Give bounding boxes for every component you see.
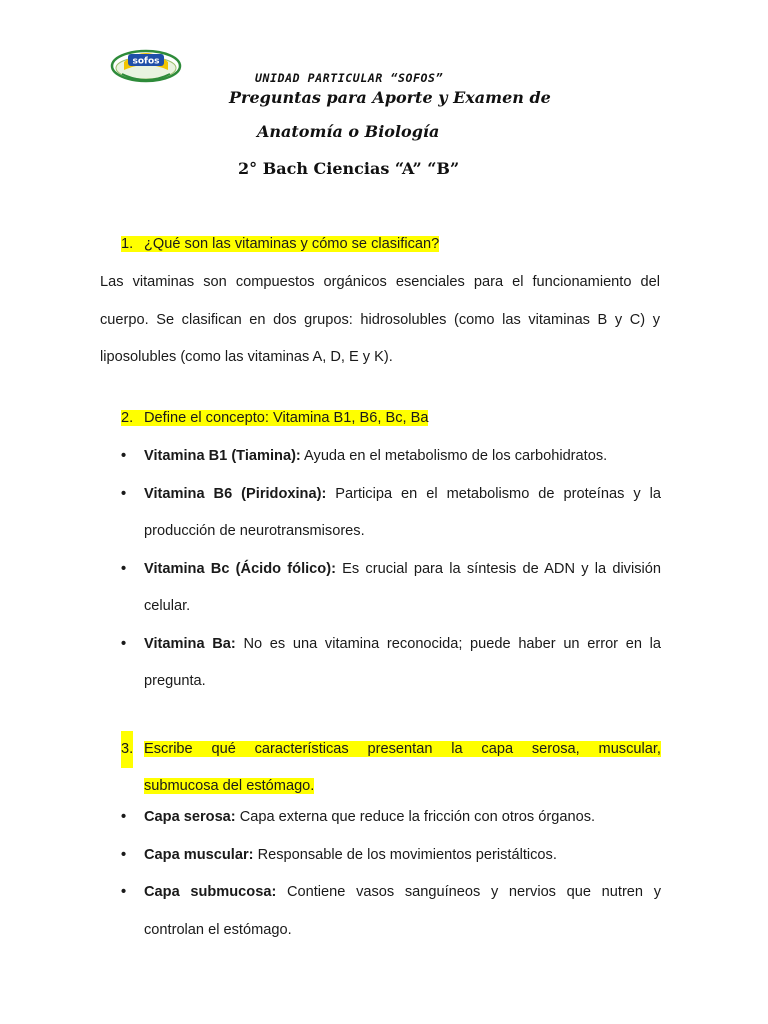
subject-title: Anatomía o Biología	[257, 122, 440, 141]
question-number: 2.	[121, 410, 134, 426]
course-title: 2° Bach Ciencias “A” “B”	[238, 159, 460, 178]
logo-text: sofos	[132, 56, 160, 67]
list-item	[121, 837, 661, 875]
list-item-desc: No es una vitamina reconocida; puede haber un error en la pregunta.	[144, 635, 661, 689]
list-item-desc: Responsable de los movimientos peristálticos.	[257, 846, 557, 863]
question-text-line-2: submucosa del estómago.	[144, 778, 315, 794]
bullet-icon: •	[121, 448, 127, 464]
list-item-desc: Ayuda en el metabolismo de los carbohidratos.	[304, 448, 608, 464]
answer-2-list	[121, 438, 661, 701]
answer-1: Las vitaminas son compuestos orgánicos esenciales para el funcionamiento del cuerpo. Se clasifican en dos grupos: hidrosolubles (como las vitaminas B y C) y liposolubles (como las vitaminas A, D, E y K).	[100, 274, 660, 365]
list-item-desc: Participa en el metabolismo de proteínas y la producción de neurotransmisores.	[144, 485, 661, 539]
list-item	[121, 551, 661, 626]
question-text: ¿Qué son las vitaminas y cómo se clasifican?	[144, 236, 440, 252]
list-item-term: Vitamina B6 (Piridoxina):	[144, 485, 327, 502]
school-name: UNIDAD PARTICULAR “SOFOS”	[255, 71, 444, 85]
list-item-term: Capa muscular:	[144, 846, 254, 863]
bullet-icon: •	[121, 846, 127, 863]
list-item-desc: Capa externa que reduce la fricción con otros órganos.	[239, 809, 596, 825]
question-text-line-1: Escribe qué características presentan la capa serosa, muscular,	[144, 741, 661, 757]
list-item-term: Vitamina B1 (Tiamina):	[144, 448, 301, 464]
list-item-term: Capa submucosa:	[144, 884, 277, 900]
bullet-icon: •	[121, 884, 127, 900]
question-1	[121, 236, 439, 252]
list-item	[121, 438, 661, 476]
bullet-icon: •	[121, 809, 127, 825]
document-title: Preguntas para Aporte y Examen de	[229, 88, 551, 107]
question-number: 3.	[121, 731, 133, 768]
bullet-icon: •	[121, 635, 127, 652]
question-3	[121, 731, 661, 805]
list-item-desc: Contiene vasos sanguíneos y nervios que nutren y controlan el estómago.	[144, 884, 661, 938]
answer-3-list	[121, 799, 661, 949]
question-number: 1.	[121, 236, 134, 252]
bullet-icon: •	[121, 560, 127, 577]
list-item	[121, 476, 661, 551]
school-logo	[110, 40, 182, 86]
bullet-icon: •	[121, 485, 127, 502]
list-item-desc: Es crucial para la síntesis de ADN y la división celular.	[144, 560, 661, 614]
question-2	[121, 410, 428, 426]
list-item	[121, 874, 661, 949]
list-item	[121, 626, 661, 701]
list-item-term: Capa serosa:	[144, 809, 236, 825]
list-item	[121, 799, 661, 837]
list-item-term: Vitamina Bc (Ácido fólico):	[144, 560, 336, 577]
list-item-term: Vitamina Ba:	[144, 635, 236, 652]
question-text: Define el concepto: Vitamina B1, B6, Bc, Ba	[144, 410, 429, 426]
